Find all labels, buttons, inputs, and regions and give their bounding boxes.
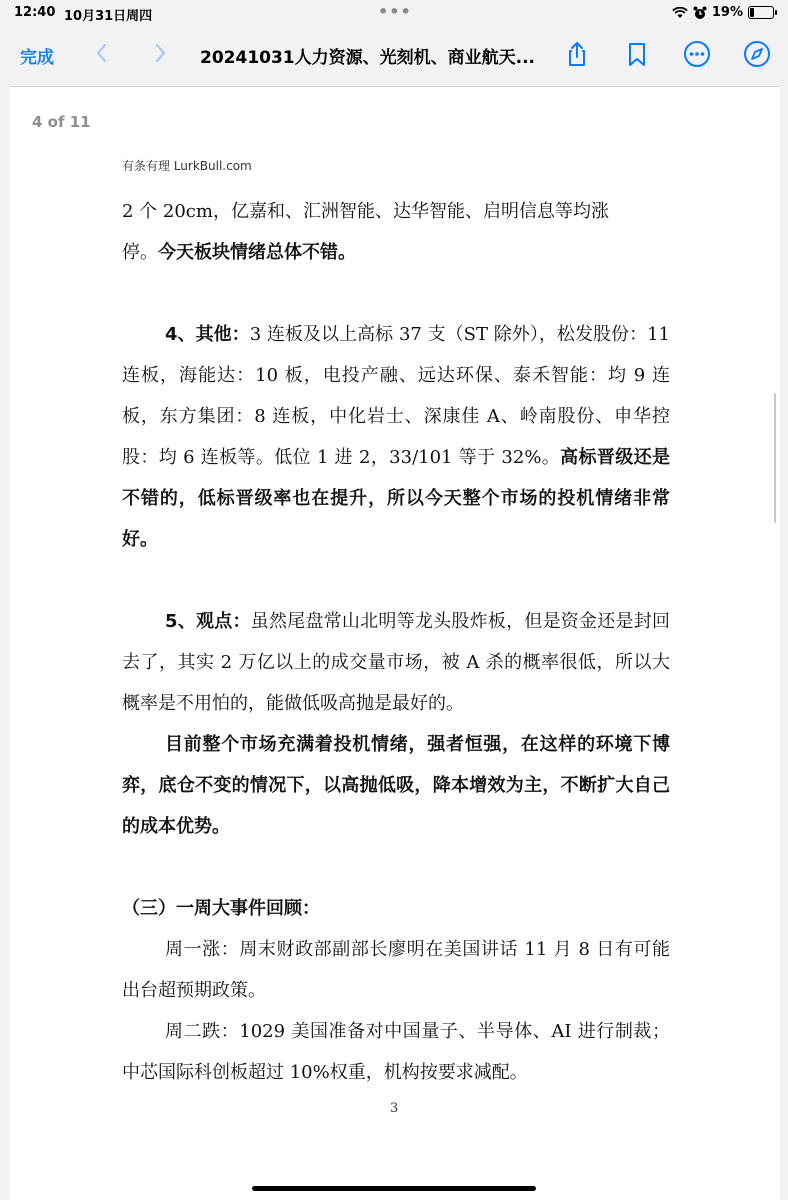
document-viewer[interactable] [0, 86, 788, 1200]
share-icon [562, 39, 592, 69]
markup-button[interactable] [742, 39, 772, 69]
page-number: 3 [390, 1101, 399, 1116]
compass-icon [742, 39, 772, 69]
forward-button[interactable] [150, 41, 170, 65]
status-indicators [672, 5, 774, 20]
document-page[interactable] [10, 86, 780, 1200]
bookmark-button[interactable] [622, 39, 652, 69]
home-indicator[interactable] [252, 1186, 536, 1191]
section-4: 4、其他：3 连板及以上高标 37 支（ST 除外），松发股份：11 连板，海能达：10 板，电投产融、远达环保、泰禾智能：均 9 连板，东方集团：8 连板，中化岩士、深康佳 A、岭南股份、申华控股：均 6 连板等。低位 1 进 2，33/101 等于 32%。高标晋级还是不错的，低标晋级率也在提升，所以今天整个市场的投机情绪非常好。 [122, 324, 671, 550]
section-3-heading: （三）一周大事件回顾： [122, 898, 320, 919]
multitask-dots[interactable]: ••• [378, 2, 412, 21]
more-button[interactable] [682, 39, 712, 69]
scrollbar-thumb[interactable] [774, 393, 776, 523]
back-button[interactable] [92, 41, 112, 65]
wifi-icon [672, 7, 688, 19]
bookmark-icon [622, 39, 652, 69]
paragraph: 2 个 20cm，亿嘉和、汇洲智能、达华智能、启明信息等均涨 停。今天板块情绪总体不错。 [122, 201, 609, 263]
status-bar [0, 0, 788, 26]
share-button[interactable] [562, 39, 592, 69]
monday-event: 周一涨：周末财政部副部长廖明在美国讲话 11 月 8 日有可能出台超预期政策。 [122, 939, 670, 1001]
status-date: 10月31日周四 [64, 9, 153, 24]
toolbar [0, 26, 788, 84]
status-time: 12:40 [14, 5, 56, 20]
battery-percent: 19% [711, 5, 743, 20]
page-content [122, 191, 670, 1093]
section-5: 5、观点：虽然尾盘常山北明等龙头股炸板，但是资金还是封回去了，其实 2 万亿以上的成交量市场，被 A 杀的概率很低，所以大概率是不用怕的，能做低吸高抛是最好的。 [122, 611, 671, 714]
document-title: 20241031人力资源、光刻机、商业航天... [200, 48, 536, 68]
ellipsis-circle-icon [682, 39, 712, 69]
page-header: 有条有理 LurkBull.com [122, 159, 252, 173]
battery-icon [748, 6, 774, 19]
tuesday-event: 周二跌：1029 美国准备对中国量子、半导体、AI 进行制裁；中芯国际科创板超过 10%权重，机构按要求减配。 [122, 1021, 670, 1083]
done-button[interactable]: 完成 [20, 48, 54, 68]
chevron-right-icon [150, 41, 170, 65]
chevron-left-icon [92, 41, 112, 65]
page-indicator: 4 of 11 [32, 113, 91, 131]
section-5-emphasis: 目前整个市场充满着投机情绪，强者恒强，在这样的环境下博弈，底仓不变的情况下，以高抛低吸，降本增效为主，不断扩大自己的成本优势。 [122, 734, 670, 837]
alarm-icon [693, 6, 707, 20]
